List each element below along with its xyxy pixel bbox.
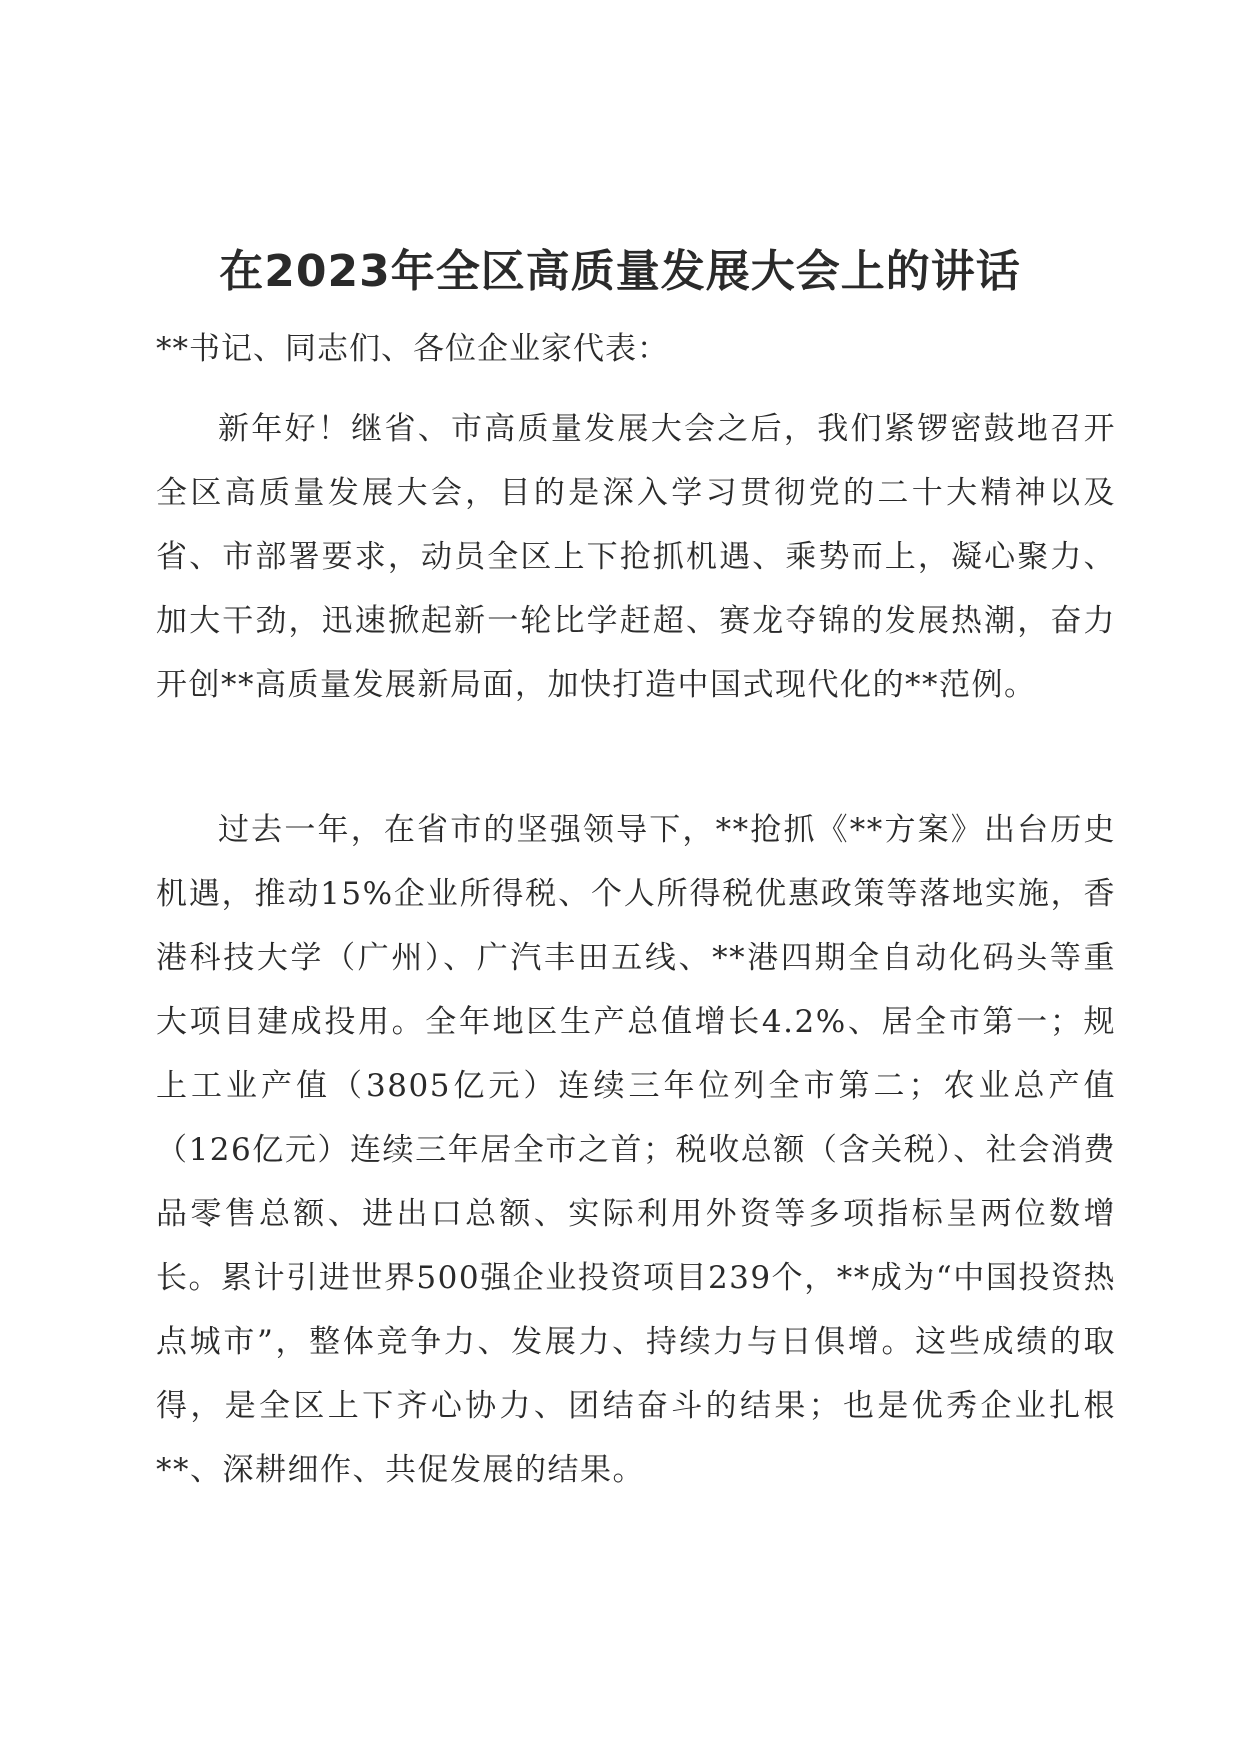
paragraph-review: 过去一年，在省市的坚强领导下，**抢抓《**方案》出台历史机遇，推动15%企业所得税、个人所得税优惠政策等落地实施，香港科技大学（广州）、广汽丰田五线、**港四期全自动化码头等重大项目建成投用。全年地区生产总值增长4.2%、居全市第一；规上工业产值（3805亿元）连续三年位列全市第二；农业总产值（126亿元）连续三年居全市之首；税收总额（含关税）、社会消费品零售总额、进出口总额、实际利用外资等多项指标呈两位数增长。累计引进世界500强企业投资项目239个，**成为“中国投资热点城市”，整体竞争力、发展力、持续力与日俱增。这些成绩的取得，是全区上下齐心协力、团结奋斗的结果；也是优秀企业扎根**、深耕细作、共促发展的结果。: [156, 812, 1116, 1488]
paragraph-greeting: 新年好！继省、市高质量发展大会之后，我们紧锣密鼓地召开全区高质量发展大会，目的是深入学习贯彻党的二十大精神以及省、市部署要求，动员全区上下抢抓机遇、乘势而上，凝心聚力、加大干劲，迅速掀起新一轮比学赶超、赛龙夺锦的发展热潮，奋力开创**高质量发展新局面，加快打造中国式现代化的**范例。: [156, 411, 1116, 703]
document-title: 在2023年全区高质量发展大会上的讲话: [219, 246, 1021, 297]
salutation: **书记、同志们、各位企业家代表：: [156, 331, 669, 367]
